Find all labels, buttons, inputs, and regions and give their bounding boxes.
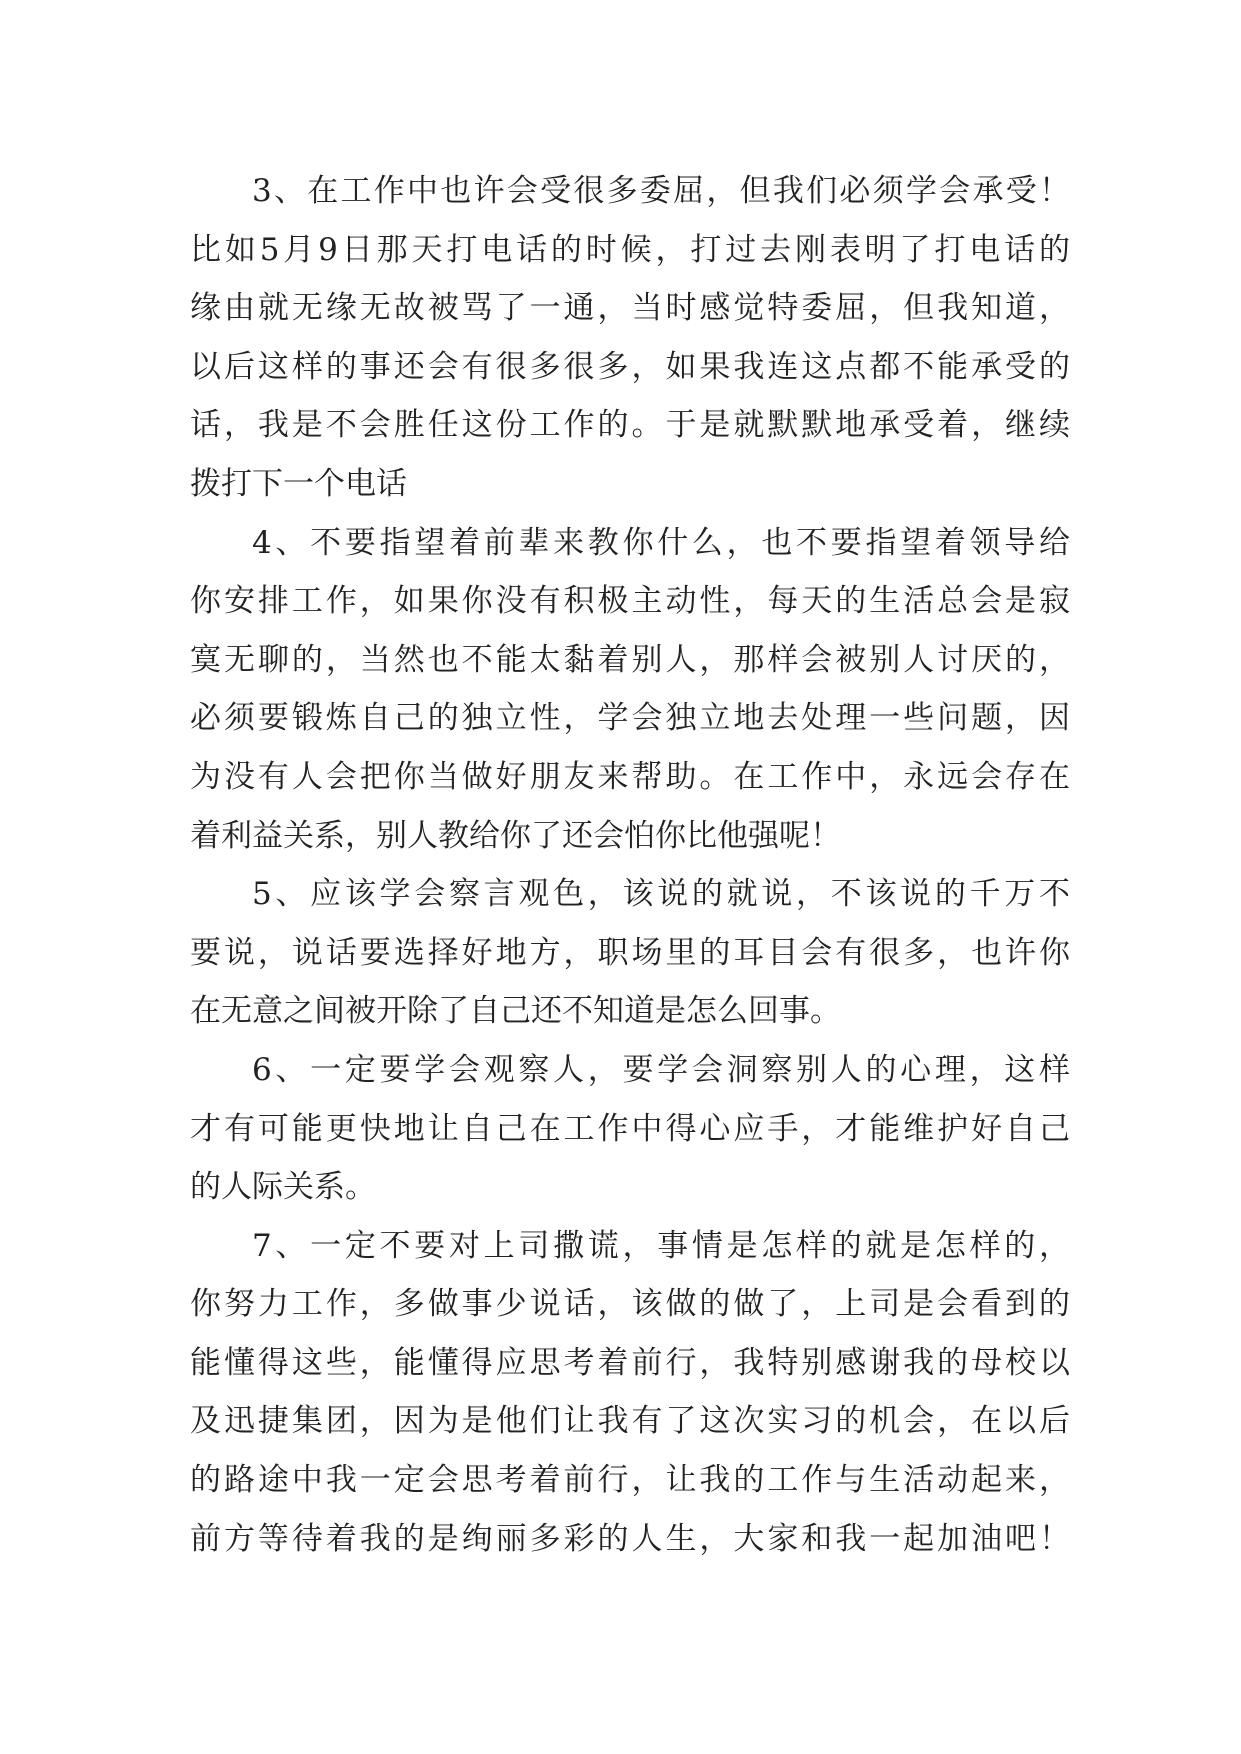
text-line: 你努力工作，多做事少说话，该做的做了，上司是会看到的	[190, 1286, 1070, 1323]
text-line: 及迅捷集团，因为是他们让我有了这次实习的机会，在以后	[190, 1403, 1070, 1440]
text-line: 4、不要指望着前辈来教你什么，也不要指望着领导给	[252, 524, 1070, 561]
text-line: 比如5月9日那天打电话的时候，打过去刚表明了打电话的	[190, 231, 1070, 268]
paragraph-7	[190, 1217, 1070, 1569]
text-line: 的人际关系。	[190, 1169, 376, 1206]
text-line: 5、应该学会察言观色，该说的就说，不该说的千万不	[252, 876, 1070, 913]
text-line: 才有可能更快地让自己在工作中得心应手，才能维护好自己	[190, 1110, 1070, 1147]
text-line: 话，我是不会胜任这份工作的。于是就默默地承受着，继续	[190, 407, 1070, 444]
text-line: 在无意之间被开除了自己还不知道是怎么回事。	[190, 993, 841, 1030]
paragraph-3	[190, 162, 1070, 514]
text-line: 的路途中我一定会思考着前行，让我的工作与生活动起来，	[190, 1462, 1070, 1499]
paragraph-6	[190, 1041, 1070, 1217]
text-line: 能懂得这些，能懂得应思考着前行，我特别感谢我的母校以	[190, 1344, 1070, 1381]
text-line: 你安排工作，如果你没有积极主动性，每天的生活总会是寂	[190, 583, 1070, 620]
text-line: 必须要锻炼自己的独立性，学会独立地去处理一些问题，因	[190, 700, 1070, 737]
text-line: 6、一定要学会观察人，要学会洞察别人的心理，这样	[252, 1051, 1070, 1088]
text-line: 要说，说话要选择好地方，职场里的耳目会有很多，也许你	[190, 934, 1070, 971]
text-line: 3、在工作中也许会受很多委屈，但我们必须学会承受！	[252, 173, 1070, 209]
text-line: 前方等待着我的是绚丽多彩的人生，大家和我一起加油吧！	[190, 1520, 1070, 1557]
text-line: 缘由就无缘无故被骂了一通，当时感觉特委屈，但我知道，	[190, 290, 1070, 327]
text-line: 着利益关系，别人教给你了还会怕你比他强呢！	[190, 817, 841, 854]
text-line: 以后这样的事还会有很多很多，如果我连这点都不能承受的	[190, 348, 1070, 385]
text-line: 7、一定不要对上司撒谎，事情是怎样的就是怎样的，	[252, 1227, 1070, 1264]
paragraph-4	[190, 514, 1070, 866]
paragraph-5	[190, 865, 1070, 1041]
text-line: 寞无聊的，当然也不能太黏着别人，那样会被别人讨厌的，	[190, 641, 1070, 678]
text-line: 为没有人会把你当做好朋友来帮助。在工作中，永远会存在	[190, 758, 1070, 795]
text-line: 拨打下一个电话	[190, 465, 407, 502]
document-body	[190, 162, 1070, 1568]
